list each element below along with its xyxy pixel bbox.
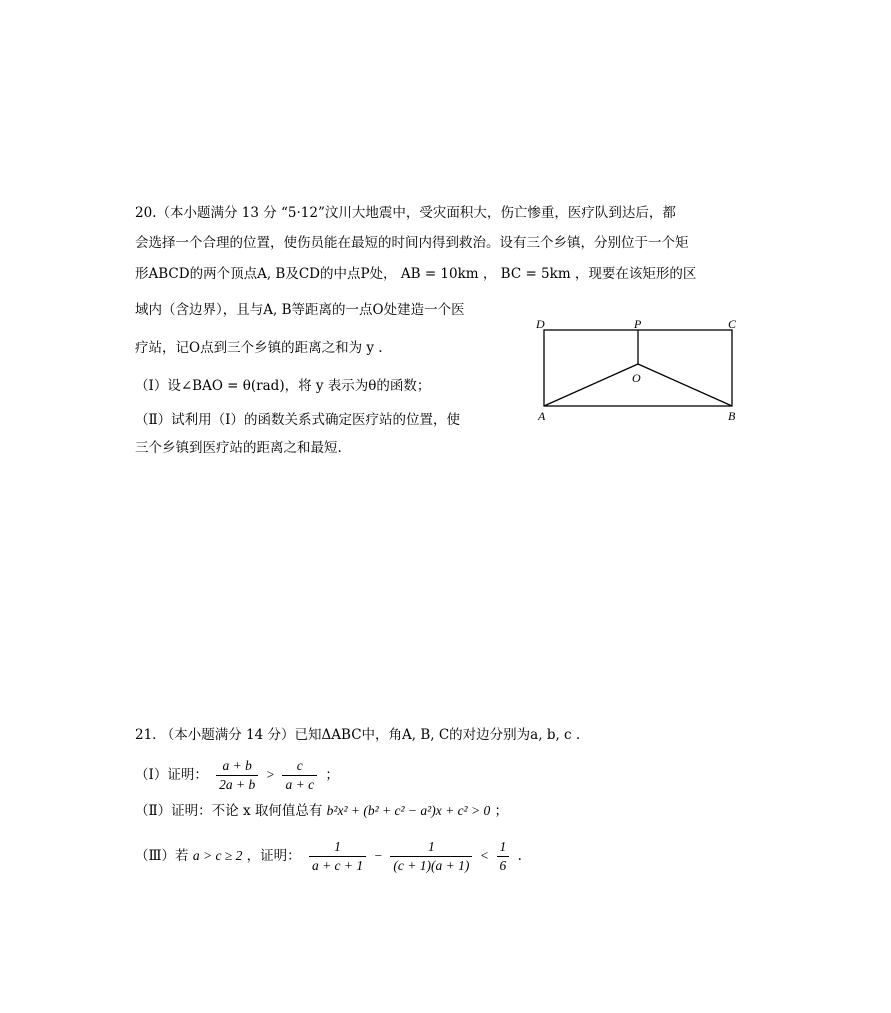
part3-mid: ，证明：: [246, 848, 301, 864]
part2-expression: b²x² + (b² + c² − a²)x + c² > 0: [326, 803, 491, 818]
part3-condition: a > c ≥ 2: [192, 848, 243, 863]
part3-end: .: [517, 848, 522, 864]
part1-lhs-denominator: 2a + b: [219, 777, 256, 792]
part1-lhs-numerator: a + b: [216, 757, 258, 776]
part2-prefix: （Ⅱ）证明：不论 x 取何值总有: [135, 803, 323, 819]
part3-fraction-1-denominator: a + c + 1: [311, 858, 364, 873]
problem20-part2a: （Ⅱ）试利用（Ⅰ）的函数关系式确定医疗站的位置，使: [135, 412, 461, 428]
label-p: P: [634, 317, 642, 331]
problem20-line5: 疗站，记O点到三个乡镇的距离之和为 y .: [135, 340, 383, 356]
rectangle-figure: [528, 314, 748, 429]
part1-rhs-numerator: c: [282, 757, 317, 776]
part2-end: ；: [494, 803, 509, 819]
part3-fraction-1: [309, 838, 366, 875]
part3-fraction-2: [390, 838, 472, 875]
part3-minus: −: [374, 848, 383, 863]
part1-rhs-fraction: [282, 757, 317, 794]
part3-fraction-3: [497, 838, 510, 875]
problem21-part3: [135, 838, 522, 875]
part3-fraction-2-denominator: (c + 1)(a + 1): [393, 858, 470, 873]
label-a: A: [538, 409, 546, 423]
label-d: D: [536, 317, 545, 331]
problem21-part2: [135, 801, 508, 821]
problem21-intro: 21. （本小题满分 14 分）已知ΔABC中，角A, B, C的对边分别为a, b, c .: [135, 727, 581, 743]
part1-prefix: （Ⅰ）证明：: [135, 767, 208, 783]
part1-lhs-fraction: [216, 757, 258, 794]
label-b: B: [728, 409, 736, 423]
part3-fraction-3-numerator: 1: [497, 838, 510, 857]
problem21-part1: [135, 757, 339, 794]
part3-fraction-3-denominator: 6: [499, 858, 507, 873]
part3-prefix: （Ⅲ）若: [135, 848, 189, 864]
part3-fraction-1-numerator: 1: [309, 838, 366, 857]
part1-relation: >: [266, 767, 275, 782]
part1-rhs-denominator: a + c: [285, 777, 315, 792]
part3-fraction-2-numerator: 1: [390, 838, 472, 857]
problem20-line1: 20.（本小题满分 13 分 “5·12”汶川大地震中，受灾面积大，伤亡惨重，医疗队到达后，都: [135, 205, 676, 221]
label-c: C: [728, 317, 737, 331]
problem20-part1: （Ⅰ）设∠BAO = θ(rad)，将 y 表示为θ的函数；: [135, 378, 431, 394]
part3-relation: <: [480, 848, 489, 863]
problem20-part2b: 三个乡镇到医疗站的距离之和最短.: [135, 440, 342, 456]
label-o: O: [632, 371, 641, 385]
problem20-line2: 会选择一个合理的位置，使伤员能在最短的时间内得到救治。设有三个乡镇，分别位于一个矩: [135, 235, 689, 251]
problem20-line3: 形ABCD的两个顶点A, B及CD的中点P处， AB = 10km ， BC = 5km ，现要在该矩形的区: [135, 266, 697, 282]
part1-end: ；: [325, 767, 339, 783]
problem20-line4: 域内（含边界），且与A, B等距离的一点O处建造一个医: [135, 302, 465, 318]
